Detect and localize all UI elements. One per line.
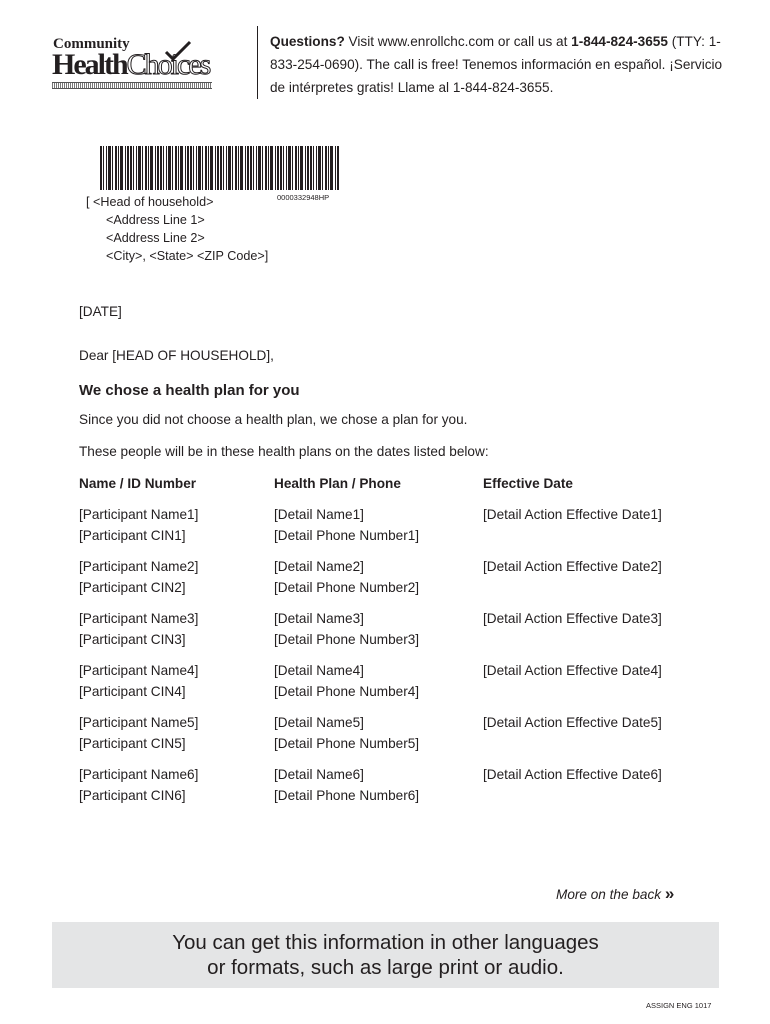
participant-cell bbox=[79, 608, 198, 650]
barcode-bar bbox=[145, 146, 147, 190]
barcode-bar bbox=[127, 146, 129, 190]
barcode-bar bbox=[215, 146, 216, 190]
barcode-bar bbox=[250, 146, 252, 190]
mailing-barcode bbox=[100, 146, 340, 190]
barcode-bar bbox=[298, 146, 299, 190]
plan-name: [Detail Name6] bbox=[274, 767, 364, 782]
barcode-bar bbox=[157, 146, 159, 190]
participant-cell bbox=[79, 660, 198, 702]
questions-phone: 1-844-824-3655 bbox=[571, 34, 668, 49]
barcode-bar bbox=[220, 146, 222, 190]
table-row bbox=[0, 764, 770, 812]
barcode-bar bbox=[286, 146, 287, 190]
questions-label: Questions? bbox=[270, 34, 345, 49]
participant-cin: [Participant CIN5] bbox=[79, 736, 186, 751]
barcode-bar bbox=[202, 146, 203, 190]
effective-date-cell: [Detail Action Effective Date2] bbox=[483, 559, 662, 574]
column-header-effective-date: Effective Date bbox=[483, 476, 573, 491]
barcode-bar bbox=[245, 146, 246, 190]
barcode-bar bbox=[253, 146, 254, 190]
barcode-bar bbox=[115, 146, 117, 190]
plan-phone: [Detail Phone Number2] bbox=[274, 580, 420, 595]
barcode-bar bbox=[313, 146, 314, 190]
participant-name: [Participant Name4] bbox=[79, 663, 199, 678]
plan-cell bbox=[274, 504, 419, 546]
more-on-back-text: More on the back bbox=[556, 887, 662, 902]
barcode-bar bbox=[235, 146, 237, 190]
barcode-bar bbox=[180, 146, 183, 190]
logo-choices-word: Choices bbox=[126, 48, 210, 81]
barcode-bar bbox=[258, 146, 261, 190]
barcode-bar bbox=[172, 146, 173, 190]
participant-cin: [Participant CIN2] bbox=[79, 580, 186, 595]
logo-community-text: Community bbox=[53, 36, 130, 52]
barcode-bar bbox=[120, 146, 123, 190]
more-on-back-note bbox=[556, 884, 674, 904]
community-health-choices-logo bbox=[52, 36, 217, 96]
barcode-bar bbox=[106, 146, 107, 190]
barcode-bar bbox=[262, 146, 263, 190]
participant-cin: [Participant CIN3] bbox=[79, 632, 186, 647]
plan-name: [Detail Name2] bbox=[274, 559, 364, 574]
plan-phone: [Detail Phone Number4] bbox=[274, 684, 420, 699]
barcode-bar bbox=[100, 146, 102, 190]
plan-cell bbox=[274, 712, 419, 754]
barcode-bar bbox=[265, 146, 267, 190]
barcode-bar bbox=[228, 146, 231, 190]
logo-health-word: Health bbox=[52, 48, 127, 81]
barcode-bar bbox=[226, 146, 227, 190]
header-divider bbox=[257, 26, 258, 99]
address-line-2: <Address Line 2> bbox=[106, 231, 205, 245]
column-header-plan-phone: Health Plan / Phone bbox=[274, 476, 401, 491]
barcode-bar bbox=[275, 146, 276, 190]
barcode-bar bbox=[277, 146, 279, 190]
barcode-bar bbox=[125, 146, 126, 190]
barcode-bar bbox=[112, 146, 113, 190]
barcode-bar bbox=[108, 146, 111, 190]
effective-date-cell: [Detail Action Effective Date6] bbox=[483, 767, 662, 782]
plan-phone: [Detail Phone Number1] bbox=[274, 528, 420, 543]
barcode-bar bbox=[178, 146, 179, 190]
barcode-bar bbox=[196, 146, 197, 190]
barcode-bar bbox=[133, 146, 134, 190]
barcode-bar bbox=[103, 146, 104, 190]
greeting: Dear [HEAD OF HOUSEHOLD], bbox=[79, 348, 274, 363]
participant-name: [Participant Name1] bbox=[79, 507, 199, 522]
barcode-bar bbox=[205, 146, 207, 190]
plan-name: [Detail Name5] bbox=[274, 715, 364, 730]
participant-cell bbox=[79, 556, 198, 598]
letter-date: [DATE] bbox=[79, 304, 122, 319]
address-line-1: <Address Line 1> bbox=[106, 213, 205, 227]
barcode-bar bbox=[118, 146, 119, 190]
barcode-bar bbox=[130, 146, 132, 190]
table-row bbox=[0, 712, 770, 760]
address-line-household: [ <Head of household> bbox=[86, 195, 214, 209]
barcode-bar bbox=[318, 146, 321, 190]
banner-line-1: You can get this information in other languages bbox=[172, 931, 599, 954]
barcode-bar bbox=[335, 146, 336, 190]
barcode-bar bbox=[163, 146, 164, 190]
participant-name: [Participant Name5] bbox=[79, 715, 199, 730]
barcode-bar bbox=[305, 146, 306, 190]
effective-date-cell: [Detail Action Effective Date4] bbox=[483, 663, 662, 678]
barcode-bar bbox=[166, 146, 167, 190]
participant-cin: [Participant CIN6] bbox=[79, 788, 186, 803]
barcode-bar bbox=[155, 146, 156, 190]
barcode-bar bbox=[150, 146, 153, 190]
barcode-bar bbox=[210, 146, 213, 190]
barcode-bar bbox=[307, 146, 309, 190]
barcode-bar bbox=[240, 146, 243, 190]
barcode-bar bbox=[217, 146, 219, 190]
column-header-name-id: Name / ID Number bbox=[79, 476, 197, 491]
barcode-bar bbox=[232, 146, 233, 190]
barcode-bar bbox=[175, 146, 177, 190]
barcode-bar bbox=[292, 146, 293, 190]
barcode-bar bbox=[185, 146, 186, 190]
mailing-address bbox=[86, 193, 268, 265]
alternate-formats-banner bbox=[52, 922, 719, 988]
barcode-bar bbox=[325, 146, 327, 190]
table-row bbox=[0, 660, 770, 708]
barcode-number: 0000332948HP bbox=[277, 193, 330, 202]
barcode-bar bbox=[283, 146, 284, 190]
plan-phone: [Detail Phone Number5] bbox=[274, 736, 420, 751]
barcode-bar bbox=[136, 146, 137, 190]
dates-paragraph: These people will be in these health plans on the dates listed below: bbox=[79, 444, 489, 459]
barcode-bar bbox=[223, 146, 224, 190]
plan-phone: [Detail Phone Number3] bbox=[274, 632, 420, 647]
participant-cell bbox=[79, 504, 198, 546]
participant-name: [Participant Name2] bbox=[79, 559, 199, 574]
barcode-bar bbox=[193, 146, 194, 190]
table-row bbox=[0, 556, 770, 604]
barcode-bar bbox=[295, 146, 297, 190]
table-row bbox=[0, 608, 770, 656]
barcode-bar bbox=[247, 146, 249, 190]
barcode-bar bbox=[328, 146, 329, 190]
barcode-bar bbox=[322, 146, 323, 190]
plan-cell bbox=[274, 608, 419, 650]
barcode-bar bbox=[256, 146, 257, 190]
barcode-bar bbox=[198, 146, 201, 190]
barcode-bar bbox=[330, 146, 333, 190]
form-code: ASSIGN ENG 1017 bbox=[646, 1001, 712, 1010]
questions-contact-text bbox=[270, 30, 740, 99]
plan-name: [Detail Name4] bbox=[274, 663, 364, 678]
barcode-bar bbox=[138, 146, 141, 190]
barcode-bar bbox=[208, 146, 209, 190]
barcode-bar bbox=[168, 146, 171, 190]
participant-cin: [Participant CIN1] bbox=[79, 528, 186, 543]
effective-date-cell: [Detail Action Effective Date1] bbox=[483, 507, 662, 522]
barcode-bar bbox=[316, 146, 317, 190]
barcode-bar bbox=[270, 146, 273, 190]
barcode-bar bbox=[238, 146, 239, 190]
participant-cell bbox=[79, 764, 198, 806]
effective-date-cell: [Detail Action Effective Date3] bbox=[483, 611, 662, 626]
participant-cell bbox=[79, 712, 198, 754]
checkmark-icon bbox=[164, 40, 192, 62]
barcode-bar bbox=[337, 146, 339, 190]
plan-cell bbox=[274, 660, 419, 702]
double-chevron-right-icon: » bbox=[664, 884, 675, 903]
barcode-bar bbox=[148, 146, 149, 190]
questions-visit-text: Visit www.enrollchc.com or call us at bbox=[344, 34, 572, 49]
intro-paragraph: Since you did not choose a health plan, we chose a plan for you. bbox=[79, 412, 468, 427]
barcode-bar bbox=[280, 146, 282, 190]
barcode-bar bbox=[268, 146, 269, 190]
logo-underline bbox=[52, 82, 212, 89]
barcode-bar bbox=[190, 146, 192, 190]
questions-tty-text: (TTY: 1-833-254-0690). The call is free! Tenemos información en español. ¡Servicio de intérpretes gratis! Llame al 1-844-824-3655. bbox=[270, 34, 723, 95]
barcode-bar bbox=[288, 146, 291, 190]
participant-cin: [Participant CIN4] bbox=[79, 684, 186, 699]
barcode-bar bbox=[160, 146, 162, 190]
effective-date-cell: [Detail Action Effective Date5] bbox=[483, 715, 662, 730]
plan-cell bbox=[274, 556, 419, 598]
participant-name: [Participant Name3] bbox=[79, 611, 199, 626]
participant-name: [Participant Name6] bbox=[79, 767, 199, 782]
table-row bbox=[0, 504, 770, 552]
barcode-bar bbox=[310, 146, 312, 190]
plan-name: [Detail Name3] bbox=[274, 611, 364, 626]
banner-line-2: or formats, such as large print or audio. bbox=[207, 956, 564, 979]
plan-cell bbox=[274, 764, 419, 806]
plan-name: [Detail Name1] bbox=[274, 507, 364, 522]
plan-phone: [Detail Phone Number6] bbox=[274, 788, 420, 803]
letter-heading: We chose a health plan for you bbox=[79, 382, 300, 399]
barcode-bar bbox=[300, 146, 303, 190]
address-city-state-zip: <City>, <State> <ZIP Code>] bbox=[106, 249, 269, 263]
barcode-bar bbox=[187, 146, 189, 190]
barcode-bar bbox=[142, 146, 143, 190]
